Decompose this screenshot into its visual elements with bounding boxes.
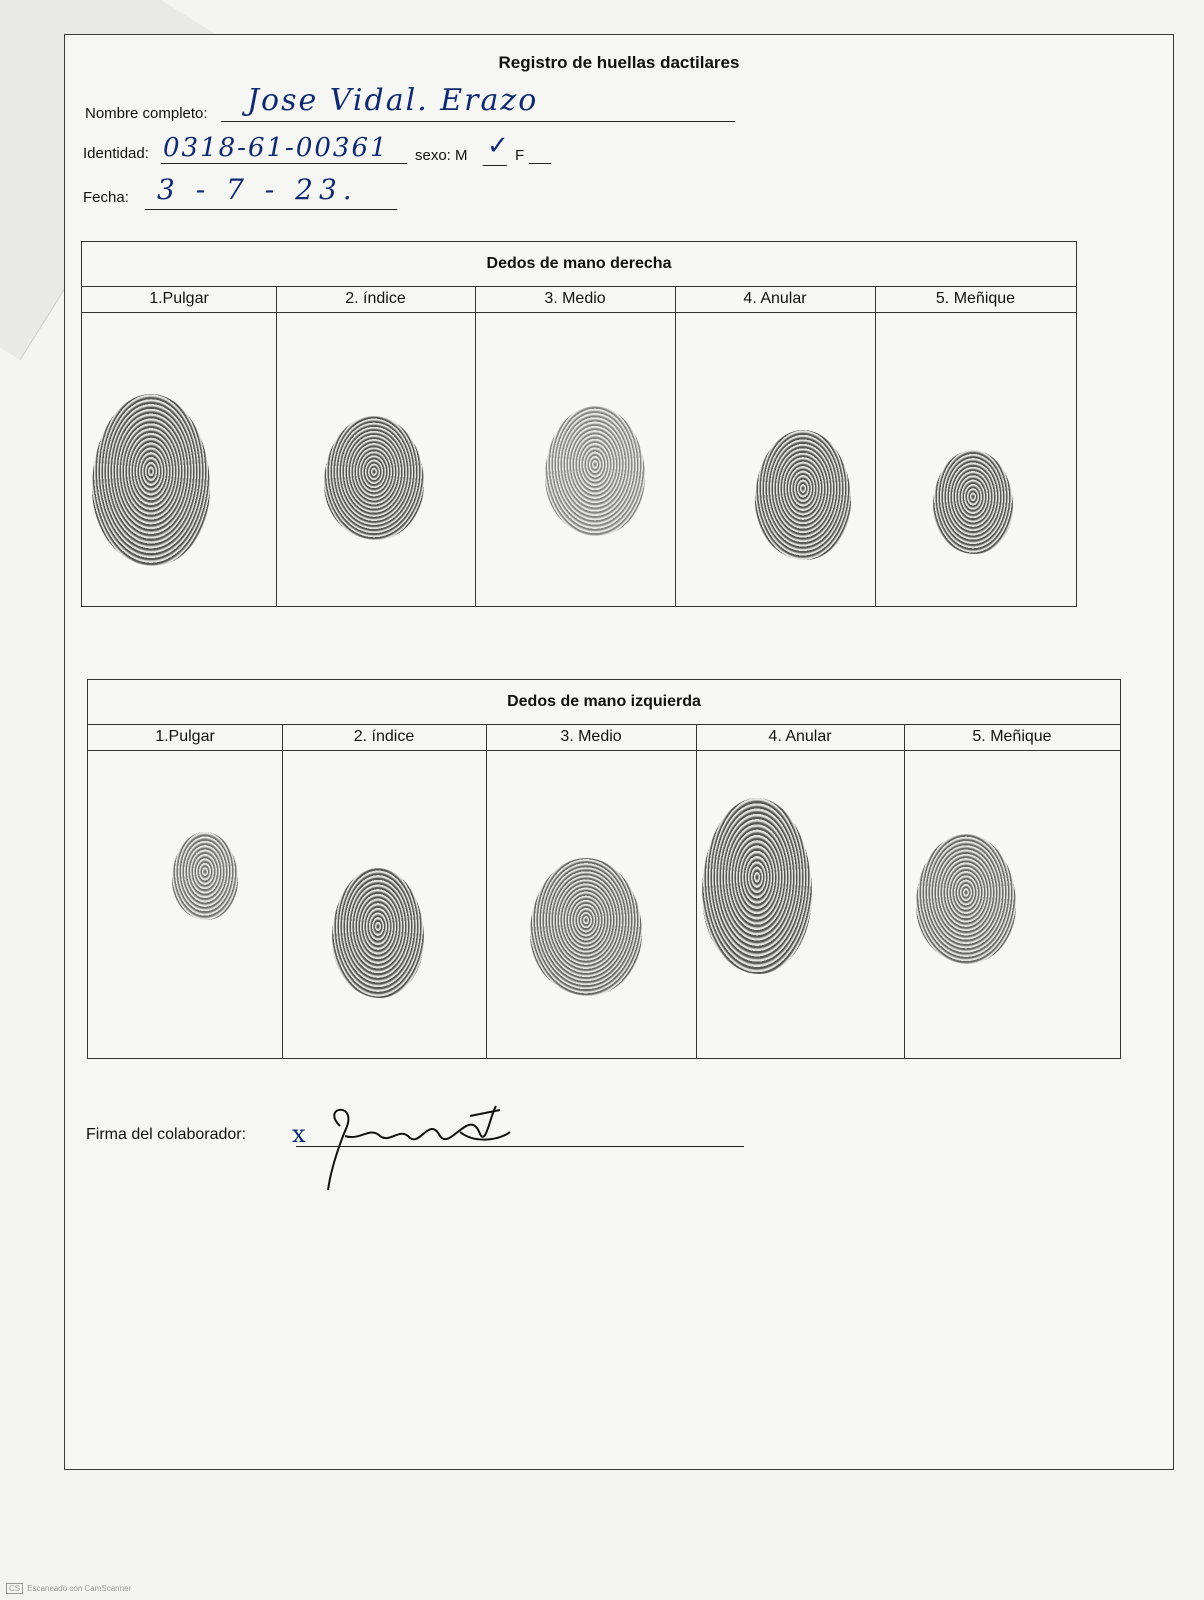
right-hand-table <box>81 241 1077 607</box>
fecha-label: Fecha: <box>83 189 129 206</box>
left-hand-table <box>87 679 1121 1059</box>
sexo-m-underline <box>483 165 507 166</box>
left-middle-label: 3. Medio <box>486 724 696 751</box>
signature-label: Firma del colaborador: <box>86 1126 247 1143</box>
right-middle-print <box>545 406 645 536</box>
nombre-row <box>85 105 208 122</box>
identidad-row <box>83 145 149 162</box>
sexo-f-underline <box>529 163 551 164</box>
identidad-underline <box>161 163 407 164</box>
right-hand-heading: Dedos de mano derecha <box>82 242 1076 287</box>
right-ring-label: 4. Anular <box>675 286 875 313</box>
right-ring-cell <box>675 286 876 606</box>
signature-underline <box>296 1146 744 1147</box>
left-little-label: 5. Meñique <box>904 724 1120 751</box>
left-index-cell <box>282 724 487 1058</box>
sexo-row <box>415 147 468 164</box>
identidad-value: 0318-61-00361 <box>163 133 389 163</box>
sexo-m-check: ✓ <box>487 131 511 161</box>
fecha-row <box>83 189 129 206</box>
right-index-cell <box>276 286 476 606</box>
signature-row <box>86 1126 246 1144</box>
right-little-cell <box>875 286 1076 606</box>
left-hand-heading: Dedos de mano izquierda <box>88 680 1120 725</box>
left-ring-label: 4. Anular <box>696 724 904 751</box>
left-middle-print <box>530 858 642 996</box>
right-thumb-print <box>92 394 210 566</box>
fingerprint-form <box>64 34 1174 1470</box>
signature-scribble <box>300 1096 530 1200</box>
right-little-print <box>933 450 1013 554</box>
scanner-text: Escaneado con CamScanner <box>27 1584 132 1593</box>
left-little-cell <box>904 724 1120 1058</box>
left-ring-print <box>702 798 812 974</box>
left-ring-cell <box>696 724 905 1058</box>
left-thumb-label: 1.Pulgar <box>88 724 282 751</box>
nombre-value: Jose Vidal. Erazo <box>247 83 539 118</box>
right-index-print <box>324 416 424 540</box>
sexo-f-row <box>515 147 524 164</box>
right-ring-print <box>755 430 851 560</box>
right-middle-label: 3. Medio <box>475 286 675 313</box>
right-thumb-cell <box>82 286 277 606</box>
identidad-label: Identidad: <box>83 145 149 162</box>
left-thumb-print <box>172 832 238 920</box>
left-little-print <box>916 834 1016 964</box>
scanner-footer <box>6 1583 131 1594</box>
left-middle-cell <box>486 724 697 1058</box>
left-index-print <box>332 868 424 998</box>
sexo-label: sexo: M <box>415 147 468 164</box>
right-little-label: 5. Meñique <box>875 286 1076 313</box>
right-index-label: 2. índice <box>276 286 475 313</box>
nombre-label: Nombre completo: <box>85 105 208 122</box>
right-thumb-label: 1.Pulgar <box>82 286 276 313</box>
left-thumb-cell <box>88 724 283 1058</box>
left-index-label: 2. índice <box>282 724 486 751</box>
form-title: Registro de huellas dactilares <box>498 53 740 72</box>
scanner-badge: CS <box>6 1583 23 1594</box>
sexo-f-label: F <box>515 147 525 164</box>
fecha-value: 3 - 7 - 23. <box>157 173 358 206</box>
nombre-underline <box>221 121 735 122</box>
signature-x-mark: x <box>292 1120 308 1148</box>
fecha-underline <box>145 209 397 210</box>
right-middle-cell <box>475 286 676 606</box>
